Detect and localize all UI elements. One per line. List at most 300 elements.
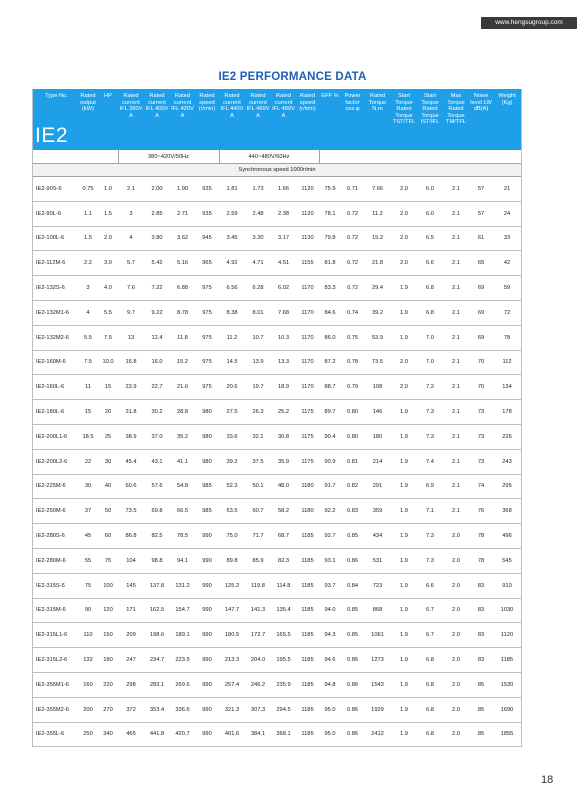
table-cell: 321.3 <box>219 697 245 722</box>
table-cell: 145 <box>118 573 144 598</box>
table-cell: 1.9 <box>391 722 417 747</box>
table-cell: 5.5 <box>78 325 98 350</box>
table-cell: 2.1 <box>443 177 469 202</box>
table-cell: 72 <box>493 300 521 325</box>
table-cell: 94.3 <box>319 623 341 648</box>
table-cell: 7.0 <box>417 350 443 375</box>
motor-type-cell: IE2-315L2-6 <box>33 648 78 673</box>
table-cell: 2.1 <box>443 474 469 499</box>
table-cell: 6.8 <box>417 648 443 673</box>
table-cell: 132 <box>78 648 98 673</box>
table-cell: 114.8 <box>271 573 296 598</box>
table-cell: 531 <box>364 548 391 573</box>
table-cell: 125.2 <box>219 573 245 598</box>
header-weight: Weight (Kg) <box>493 89 521 150</box>
table-cell: 1170 <box>296 350 319 375</box>
table-cell: 147.7 <box>219 598 245 623</box>
table-cell: 3 <box>118 201 144 226</box>
table-cell: 990 <box>195 598 219 623</box>
table-row <box>33 400 521 425</box>
table-cell: 2.00 <box>144 177 170 202</box>
table-cell: 30 <box>98 449 118 474</box>
header-current-420v: Rated current IFL 420V A <box>170 89 195 150</box>
table-cell: 57 <box>469 201 493 226</box>
table-cell: 2.1 <box>443 201 469 226</box>
table-row <box>33 226 521 251</box>
table-cell: 69.8 <box>144 499 170 524</box>
table-cell: 0.85 <box>341 623 364 648</box>
table-cell: 0.75 <box>78 177 98 202</box>
table-cell: 1061 <box>364 623 391 648</box>
table-cell: 83 <box>469 648 493 673</box>
table-row <box>33 623 521 648</box>
page-title: IE2 PERFORMANCE DATA <box>218 71 367 83</box>
table-cell: 112 <box>493 350 521 375</box>
table-cell: 146 <box>364 400 391 425</box>
table-cell: 6.0 <box>417 201 443 226</box>
table-cell: 5.7 <box>118 251 144 276</box>
table-cell: 1185 <box>296 573 319 598</box>
table-cell: 108 <box>364 375 391 400</box>
table-cell: 172.7 <box>245 623 271 648</box>
table-cell: 85 <box>469 672 493 697</box>
table-cell: 1.9 <box>391 325 417 350</box>
header-current-440v: Rated current IFL 440V A <box>219 89 245 150</box>
table-cell: 1185 <box>296 598 319 623</box>
table-row <box>33 722 521 747</box>
table-cell: 2.38 <box>271 201 296 226</box>
table-cell: 11 <box>78 375 98 400</box>
table-cell: 2.59 <box>219 201 245 226</box>
table-cell: 1.9 <box>391 424 417 449</box>
table-row <box>33 424 521 449</box>
table-cell: 83 <box>469 623 493 648</box>
table-cell: 965 <box>195 251 219 276</box>
voltage-row <box>33 150 521 164</box>
table-cell: 1130 <box>296 226 319 251</box>
table-row <box>33 375 521 400</box>
motor-type-cell: IE2-160L-6 <box>33 375 78 400</box>
table-cell: 13.9 <box>245 350 271 375</box>
table-cell: 401.6 <box>219 722 245 747</box>
table-cell: 1175 <box>296 400 319 425</box>
table-cell: 7.3 <box>417 400 443 425</box>
table-cell: 7.6 <box>118 276 144 301</box>
header-current-380v: Rated current IFL 380V A <box>118 89 144 150</box>
table-cell: 6.8 <box>417 722 443 747</box>
table-cell: 1690 <box>493 697 521 722</box>
table-cell: 134 <box>493 375 521 400</box>
table-cell: 41.1 <box>170 449 195 474</box>
table-cell: 0.80 <box>341 400 364 425</box>
table-cell: 1.9 <box>391 573 417 598</box>
table-cell: 14.5 <box>219 350 245 375</box>
table-cell: 18.9 <box>271 375 296 400</box>
table-cell: 4.0 <box>98 276 118 301</box>
table-cell: 243 <box>493 449 521 474</box>
table-cell: 86.8 <box>118 524 144 549</box>
motor-type-cell: IE2-250M-6 <box>33 499 78 524</box>
motor-type-cell: IE2-355L-6 <box>33 722 78 747</box>
header-current-480v: Rated current IFL 480V A <box>271 89 296 150</box>
table-cell: 0.78 <box>341 350 364 375</box>
table-cell: 15 <box>78 400 98 425</box>
table-cell: 11.2 <box>364 201 391 226</box>
table-cell: 294.5 <box>271 697 296 722</box>
table-cell: 1185 <box>296 548 319 573</box>
table-cell: 55 <box>78 548 98 573</box>
table-cell: 980 <box>195 449 219 474</box>
table-cell: 92.7 <box>319 524 341 549</box>
table-cell: 0.85 <box>341 524 364 549</box>
table-cell: 42 <box>493 251 521 276</box>
table-cell: 4 <box>118 226 144 251</box>
motor-type-cell: IE2-280M-6 <box>33 548 78 573</box>
table-cell: 85 <box>469 722 493 747</box>
table-cell: 1.9 <box>391 598 417 623</box>
table-cell: 13 <box>118 325 144 350</box>
table-row <box>33 474 521 499</box>
table-cell: 0.81 <box>341 449 364 474</box>
table-cell: 1.81 <box>219 177 245 202</box>
table-cell: 1.66 <box>271 177 296 202</box>
motor-type-cell: IE2-225M-6 <box>33 474 78 499</box>
table-row <box>33 648 521 673</box>
header-speed-60hz: Rated speed (r/min) <box>296 89 319 150</box>
table-cell: 2.0 <box>443 697 469 722</box>
table-cell: 6.0 <box>417 177 443 202</box>
table-cell: 180.5 <box>219 623 245 648</box>
table-cell: 307.3 <box>245 697 271 722</box>
table-cell: 1170 <box>296 300 319 325</box>
table-cell: 295 <box>493 474 521 499</box>
table-cell: 135.4 <box>271 598 296 623</box>
table-cell: 209 <box>118 623 144 648</box>
table-row <box>33 573 521 598</box>
table-cell: 94.1 <box>170 548 195 573</box>
table-cell: 990 <box>195 697 219 722</box>
table-cell: 63.5 <box>219 499 245 524</box>
table-cell: 68.7 <box>271 524 296 549</box>
table-cell: 4.71 <box>245 251 271 276</box>
table-cell: 1170 <box>296 325 319 350</box>
table-cell: 465 <box>118 722 144 747</box>
table-cell: 1.9 <box>391 548 417 573</box>
table-cell: 0.80 <box>341 424 364 449</box>
table-cell: 2412 <box>364 722 391 747</box>
table-cell: 1.73 <box>245 177 271 202</box>
website-badge: www.hengsugroup.com <box>481 17 577 29</box>
motor-type-cell: IE2-132S-6 <box>33 276 78 301</box>
table-cell: 39.2 <box>364 300 391 325</box>
header-current-400v: Rated current IFL 400V A <box>144 89 170 150</box>
table-cell: 2.0 <box>391 375 417 400</box>
table-cell: 5.5 <box>98 300 118 325</box>
table-cell: 441.8 <box>144 722 170 747</box>
table-cell: 2.0 <box>443 548 469 573</box>
table-cell: 91.7 <box>319 474 341 499</box>
table-row <box>33 300 521 325</box>
table-cell: 270 <box>98 697 118 722</box>
table-cell: 3.80 <box>144 226 170 251</box>
table-cell: 100 <box>98 573 118 598</box>
table-cell: 60.6 <box>118 474 144 499</box>
table-cell: 7.3 <box>417 548 443 573</box>
table-cell: 7.5 <box>78 350 98 375</box>
table-cell: 94.6 <box>319 648 341 673</box>
motor-type-cell: IE2-90S-6 <box>33 177 78 202</box>
table-cell: 2.1 <box>443 350 469 375</box>
table-cell: 89.8 <box>219 548 245 573</box>
table-cell: 1.9 <box>391 276 417 301</box>
table-cell: 104 <box>118 548 144 573</box>
table-cell: 420.7 <box>170 722 195 747</box>
table-cell: 2.1 <box>443 226 469 251</box>
table-cell: 1.9 <box>391 449 417 474</box>
header-rated-torque: Rated Torque N.m <box>364 89 391 150</box>
table-cell: 975 <box>195 276 219 301</box>
table-cell: 0.72 <box>341 201 364 226</box>
table-cell: 26.3 <box>245 400 271 425</box>
table-cell: 2.0 <box>443 573 469 598</box>
table-cell: 1929 <box>364 697 391 722</box>
table-cell: 6.8 <box>417 697 443 722</box>
table-cell: 85.9 <box>245 548 271 573</box>
table-row <box>33 697 521 722</box>
table-cell: 78.1 <box>319 201 341 226</box>
performance-table-wrap <box>32 89 522 747</box>
table-cell: 353.4 <box>144 697 170 722</box>
table-cell: 79.8 <box>319 226 341 251</box>
table-cell: 6.7 <box>417 598 443 623</box>
table-cell: 1185 <box>296 623 319 648</box>
motor-type-cell: IE2-200L1-6 <box>33 424 78 449</box>
table-row <box>33 201 521 226</box>
table-cell: 4 <box>78 300 98 325</box>
header-speed-50hz: Rated speed (r/min) <box>195 89 219 150</box>
table-cell: 74 <box>469 474 493 499</box>
motor-type-cell: IE2-355M1-6 <box>33 672 78 697</box>
table-cell: 12.4 <box>144 325 170 350</box>
table-cell: 53.9 <box>364 325 391 350</box>
table-cell: 1.9 <box>391 672 417 697</box>
table-cell: 2.0 <box>443 722 469 747</box>
table-cell: 58.2 <box>271 499 296 524</box>
table-cell: 3.17 <box>271 226 296 251</box>
table-cell: 204.0 <box>245 648 271 673</box>
table-cell: 60 <box>98 524 118 549</box>
table-cell: 7.68 <box>271 300 296 325</box>
table-row <box>33 449 521 474</box>
table-cell: 73.5 <box>118 499 144 524</box>
table-cell: 945 <box>195 226 219 251</box>
table-cell: 83 <box>469 598 493 623</box>
table-cell: 93.1 <box>319 548 341 573</box>
table-cell: 250 <box>78 722 98 747</box>
table-cell: 1185 <box>493 648 521 673</box>
voltage-60hz-label: 440~480V/60Hz <box>219 150 319 164</box>
table-cell: 162.5 <box>144 598 170 623</box>
table-cell: 336.6 <box>170 697 195 722</box>
table-row <box>33 524 521 549</box>
motor-type-cell: IE2-100L-6 <box>33 226 78 251</box>
table-cell: 1185 <box>296 672 319 697</box>
table-cell: 246.2 <box>245 672 271 697</box>
table-cell: 2.85 <box>144 201 170 226</box>
table-cell: 6.5 <box>417 226 443 251</box>
table-cell: 15.2 <box>364 226 391 251</box>
table-cell: 18.5 <box>78 424 98 449</box>
table-cell: 1185 <box>296 648 319 673</box>
table-cell: 2.1 <box>443 276 469 301</box>
table-cell: 45 <box>78 524 98 549</box>
table-cell: 6.88 <box>170 276 195 301</box>
table-row <box>33 350 521 375</box>
table-cell: 6.56 <box>219 276 245 301</box>
table-cell: 6.02 <box>271 276 296 301</box>
table-cell: 257.4 <box>219 672 245 697</box>
table-cell: 7.66 <box>364 177 391 202</box>
table-cell: 0.86 <box>341 722 364 747</box>
table-cell: 2.1 <box>443 251 469 276</box>
table-cell: 4.92 <box>219 251 245 276</box>
table-cell: 90.9 <box>319 449 341 474</box>
table-cell: 1.90 <box>170 177 195 202</box>
table-cell: 83.3 <box>319 276 341 301</box>
table-cell: 78 <box>469 524 493 549</box>
table-cell: 39.2 <box>219 449 245 474</box>
table-cell: 54.8 <box>170 474 195 499</box>
table-cell: 2.1 <box>443 499 469 524</box>
table-cell: 0.86 <box>341 548 364 573</box>
table-cell: 19.7 <box>245 375 271 400</box>
table-cell: 15.2 <box>170 350 195 375</box>
table-cell: 37.5 <box>245 449 271 474</box>
table-cell: 1170 <box>296 375 319 400</box>
table-cell: 6.8 <box>417 300 443 325</box>
table-cell: 21.6 <box>170 375 195 400</box>
table-cell: 87.2 <box>319 350 341 375</box>
table-cell: 195.5 <box>271 648 296 673</box>
table-cell: 975 <box>195 325 219 350</box>
ie2-logo: IE2 <box>35 123 69 147</box>
table-cell: 340 <box>98 722 118 747</box>
table-cell: 50 <box>98 499 118 524</box>
table-cell: 70 <box>469 375 493 400</box>
table-cell: 291 <box>364 474 391 499</box>
table-cell: 1155 <box>296 251 319 276</box>
table-cell: 2.0 <box>391 350 417 375</box>
table-cell: 37 <box>78 499 98 524</box>
table-cell: 7.5 <box>98 325 118 350</box>
table-cell: 200 <box>78 697 98 722</box>
table-cell: 298 <box>118 672 144 697</box>
header-current-460v: Rated current IFL 460V A <box>245 89 271 150</box>
table-cell: 990 <box>195 548 219 573</box>
table-cell: 980 <box>195 424 219 449</box>
motor-type-cell: IE2-315M-6 <box>33 598 78 623</box>
table-cell: 8.78 <box>170 300 195 325</box>
table-cell: 1.9 <box>391 300 417 325</box>
table-cell: 3.30 <box>245 226 271 251</box>
table-row <box>33 276 521 301</box>
table-cell: 975 <box>195 350 219 375</box>
table-cell: 7.2 <box>417 375 443 400</box>
table-row <box>33 499 521 524</box>
table-cell: 7.22 <box>144 276 170 301</box>
table-cell: 66.5 <box>170 499 195 524</box>
table-cell: 154.7 <box>170 598 195 623</box>
table-cell: 60.7 <box>245 499 271 524</box>
table-cell: 120 <box>98 598 118 623</box>
table-cell: 2.0 <box>391 201 417 226</box>
table-cell: 1175 <box>296 449 319 474</box>
table-cell: 94.8 <box>319 672 341 697</box>
table-cell: 1.1 <box>78 201 98 226</box>
table-cell: 1.9 <box>391 697 417 722</box>
table-cell: 372 <box>118 697 144 722</box>
table-cell: 30.2 <box>144 400 170 425</box>
table-cell: 33.6 <box>219 424 245 449</box>
table-cell: 137.8 <box>144 573 170 598</box>
header-row <box>33 89 521 150</box>
table-cell: 89.7 <box>319 400 341 425</box>
table-cell: 180 <box>364 424 391 449</box>
table-cell: 6.6 <box>417 573 443 598</box>
table-cell: 61 <box>469 226 493 251</box>
table-cell: 30.8 <box>271 424 296 449</box>
table-cell: 73.5 <box>364 350 391 375</box>
table-cell: 935 <box>195 201 219 226</box>
motor-type-cell: IE2-280S-6 <box>33 524 78 549</box>
table-cell: 6.9 <box>417 474 443 499</box>
table-cell: 15 <box>98 375 118 400</box>
table-cell: 868 <box>364 598 391 623</box>
table-cell: 40 <box>98 474 118 499</box>
table-cell: 3.45 <box>219 226 245 251</box>
table-cell: 1030 <box>493 598 521 623</box>
table-cell: 7.3 <box>417 424 443 449</box>
table-cell: 2.0 <box>443 648 469 673</box>
table-cell: 1.9 <box>391 474 417 499</box>
table-cell: 2.0 <box>98 226 118 251</box>
table-cell: 1543 <box>364 672 391 697</box>
table-cell: 975 <box>195 300 219 325</box>
table-cell: 65 <box>469 251 493 276</box>
table-cell: 0.72 <box>341 251 364 276</box>
table-cell: 6.28 <box>245 276 271 301</box>
table-cell: 22.7 <box>144 375 170 400</box>
table-cell: 21.8 <box>364 251 391 276</box>
table-cell: 6.8 <box>417 672 443 697</box>
table-cell: 0.71 <box>341 177 364 202</box>
table-cell: 990 <box>195 672 219 697</box>
table-cell: 2.0 <box>443 672 469 697</box>
page-number: 18 <box>541 774 554 786</box>
table-cell: 110 <box>78 623 98 648</box>
motor-type-cell: IE2-200L2-6 <box>33 449 78 474</box>
table-cell: 30 <box>78 474 98 499</box>
table-cell: 7.4 <box>417 449 443 474</box>
table-cell: 1.9 <box>391 623 417 648</box>
table-cell: 92.2 <box>319 499 341 524</box>
table-cell: 11.8 <box>170 325 195 350</box>
table-cell: 165.5 <box>271 623 296 648</box>
table-cell: 82.3 <box>271 548 296 573</box>
table-cell: 990 <box>195 722 219 747</box>
table-cell: 75 <box>98 548 118 573</box>
motor-type-cell: IE2-132M1-6 <box>33 300 78 325</box>
